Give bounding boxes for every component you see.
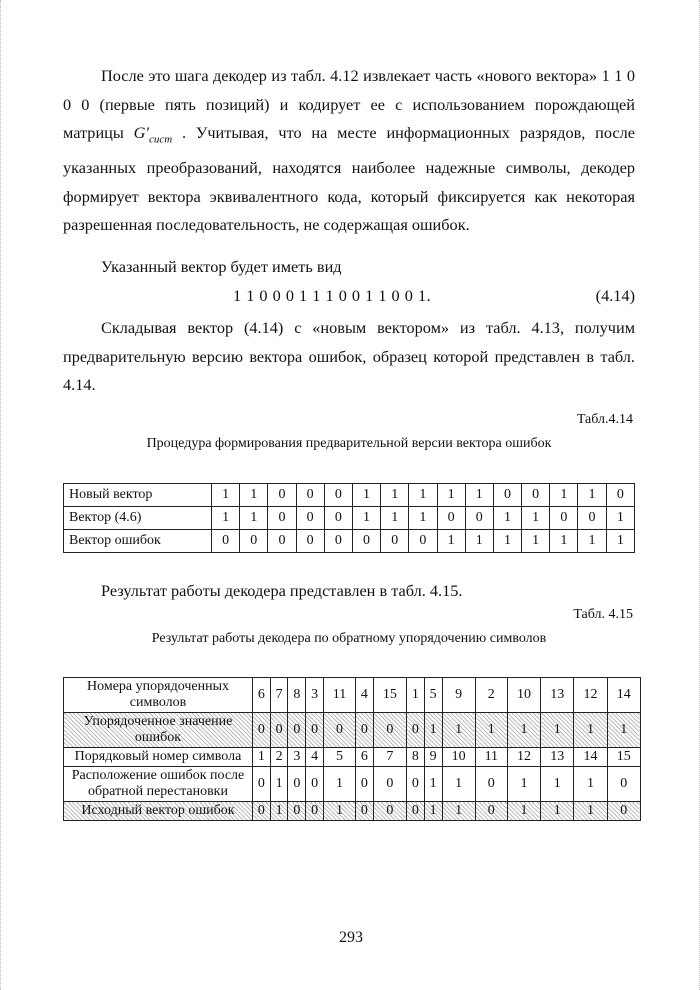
table-cell: 0 [356,767,374,802]
table-4-14-label: Табл.4.14 [576,412,633,427]
table-cell: 0 [268,507,296,530]
table-cell: 1 [442,713,475,748]
table-cell: 1 [240,484,268,507]
table-cell: 1 [212,484,240,507]
table-cell: 5 [424,678,442,713]
formula-4-14 [63,286,635,314]
row-label: Упорядоченное значение ошибок [64,713,253,748]
table-cell: 0 [409,530,437,553]
table-cell: 0 [288,767,306,802]
table-cell: 1 [507,713,540,748]
table-cell: 0 [407,713,425,748]
table-cell: 13 [541,748,574,767]
row-label: Номера упорядоченных символов [64,678,253,713]
table-cell: 0 [296,507,324,530]
table-cell: 1 [240,507,268,530]
page-number: 293 [339,929,363,946]
table-cell: 1 [253,748,271,767]
table-row [64,530,635,553]
table-cell: 1 [409,507,437,530]
table-cell: 0 [296,530,324,553]
table-cell: 1 [574,802,607,821]
paragraph-vector-intro: Указанный вектор будет иметь вид [101,257,342,276]
row-label: Расположение ошибок после обратной перестановки [64,767,253,802]
paragraph-decoder-result: Результат работы декодера представлен в табл. 4.15. [101,581,463,600]
table-cell: 1 [578,530,606,553]
generator-matrix-symbol: $G'_{cucm}$ [133,123,173,146]
table-cell: 1 [381,507,409,530]
table-cell: 0 [253,802,271,821]
table-cell: 1 [442,767,475,802]
table-cell: 1 [323,802,355,821]
table-cell: 0 [323,713,355,748]
row-label: Новый вектор [64,484,212,507]
table-cell: 0 [324,530,352,553]
table-cell: 2 [475,678,507,713]
row-label: Вектор ошибок [64,530,212,553]
row-label: Исходный вектор ошибок [64,802,253,821]
table-cell: 1 [437,484,465,507]
table-cell: 4 [356,678,374,713]
table-cell: 1 [578,484,606,507]
table-cell: 0 [373,767,406,802]
table-cell: 1 [550,530,578,553]
formula-vector: 1 1 0 0 0 1 1 1 0 0 1 1 0 0 1. [233,286,432,305]
table-cell: 0 [550,507,578,530]
table-cell: 0 [437,507,465,530]
table-cell: 0 [407,767,425,802]
table-cell: 1 [212,507,240,530]
table-cell: 0 [607,767,640,802]
table-cell: 9 [424,748,442,767]
table-cell: 6 [253,678,271,713]
table-cell: 0 [306,767,324,802]
table-cell: 1 [352,484,380,507]
table-cell: 0 [306,802,324,821]
table-cell: 3 [306,678,324,713]
table-cell: 1 [607,713,640,748]
table-cell: 0 [475,802,507,821]
paragraph-text-end: . Учитывая, что на месте информационных разрядов, после указанных преобразований, находятся наиболее надежные символы, декодер формирует вектора эквивалентного кода, который фиксируется как некоторая разрешенная последовательность, не содержащая ошибок. [63,123,635,235]
table-4-14-caption: Процедура формирования предварительной версии вектора ошибок [146,436,552,451]
table-cell: 1 [424,802,442,821]
table-cell: 0 [240,530,268,553]
table-cell: 1 [475,713,507,748]
table-cell: 1 [465,530,493,553]
table-4-14 [63,483,635,553]
table-cell: 10 [507,678,540,713]
table-cell: 7 [270,678,288,713]
table-cell: 11 [475,748,507,767]
table-cell: 0 [522,484,550,507]
table-cell: 0 [381,530,409,553]
table-cell: 0 [407,802,425,821]
table-cell: 0 [270,713,288,748]
row-label: Вектор (4.6) [64,507,212,530]
table-cell: 14 [607,678,640,713]
table-4-15-label: Табл. 4.15 [573,607,633,622]
table-row [64,748,641,767]
table-cell: 6 [356,748,374,767]
table-cell: 0 [578,507,606,530]
table-cell: 0 [212,530,240,553]
table-cell: 0 [356,713,374,748]
table-row [64,507,635,530]
table-cell: 10 [442,748,475,767]
table-cell: 14 [574,748,607,767]
table-cell: 8 [288,678,306,713]
table-cell: 1 [606,530,634,553]
table-cell: 4 [306,748,324,767]
table-cell: 5 [323,748,355,767]
table-cell: 1 [522,530,550,553]
table-cell: 1 [424,767,442,802]
paragraph-decoder-step [63,62,635,240]
table-cell: 0 [607,802,640,821]
table-cell: 7 [373,748,406,767]
table-cell: 2 [270,748,288,767]
paragraph-text-start: После это шага декодер из табл. 4.12 извлекает часть «нового вектора» 1 1 0 0 0 (первые пять позиций) и кодирует ее с использованием порождающей матрицы [63,66,635,143]
table-cell: 1 [507,802,540,821]
table-cell: 1 [574,767,607,802]
table-cell: 1 [541,713,574,748]
table-cell: 0 [465,507,493,530]
table-row [64,767,641,802]
formula-number: (4.14) [595,286,635,305]
table-cell: 0 [373,713,406,748]
table-cell: 0 [253,713,271,748]
table-row [64,713,641,748]
table-cell: 1 [550,484,578,507]
table-cell: 0 [268,484,296,507]
table-cell: 1 [522,507,550,530]
table-cell: 0 [606,484,634,507]
table-cell: 1 [507,767,540,802]
table-cell: 12 [507,748,540,767]
table-cell: 1 [381,484,409,507]
table-4-15-caption: Результат работы декодера по обратному упорядочению символов [151,631,547,646]
table-cell: 15 [607,748,640,767]
table-4-15 [63,677,641,821]
table-cell: 1 [407,678,425,713]
table-cell: 0 [296,484,324,507]
table-cell: 0 [373,802,406,821]
table-cell: 1 [442,802,475,821]
table-cell: 0 [268,530,296,553]
table-cell: 1 [424,713,442,748]
table-cell: 0 [324,484,352,507]
table-cell: 1 [541,767,574,802]
table-cell: 1 [493,530,521,553]
table-cell: 1 [270,802,288,821]
table-cell: 1 [574,713,607,748]
table-row [64,678,641,713]
table-cell: 13 [541,678,574,713]
paragraph-adding-vectors: Складывая вектор (4.14) с «новым вектором» из табл. 4.13, получим предварительную версию вектора ошибок, образец которой представлен в табл. 4.14. [63,318,635,395]
table-cell: 1 [541,802,574,821]
table-cell: 0 [356,802,374,821]
table-cell: 12 [574,678,607,713]
table-cell: 0 [352,530,380,553]
table-cell: 0 [253,767,271,802]
table-cell: 1 [270,767,288,802]
table-cell: 1 [323,767,355,802]
table-cell: 1 [409,484,437,507]
table-cell: 0 [475,767,507,802]
table-cell: 3 [288,748,306,767]
table-cell: 1 [493,507,521,530]
table-cell: 1 [437,530,465,553]
table-cell: 15 [373,678,406,713]
table-cell: 0 [493,484,521,507]
table-row [64,484,635,507]
table-cell: 8 [407,748,425,767]
table-cell: 9 [442,678,475,713]
row-label: Порядковый номер символа [64,748,253,767]
table-cell: 0 [306,713,324,748]
table-cell: 0 [288,713,306,748]
table-cell: 0 [288,802,306,821]
table-cell: 11 [323,678,355,713]
table-cell: 1 [465,484,493,507]
table-cell: 1 [352,507,380,530]
table-row [64,802,641,821]
table-cell: 1 [606,507,634,530]
table-cell: 0 [324,507,352,530]
